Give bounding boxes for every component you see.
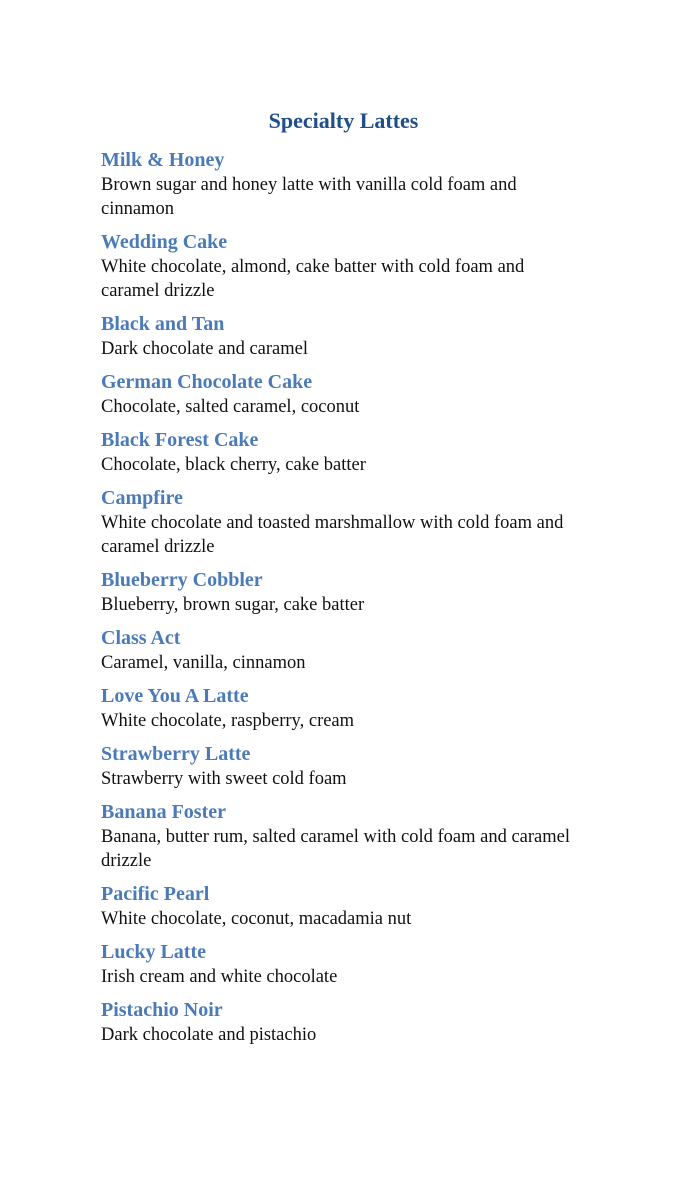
list-item <box>101 428 581 477</box>
list-item <box>101 882 581 931</box>
list-item <box>101 626 581 675</box>
item-description: Blueberry, brown sugar, cake batter <box>101 595 365 615</box>
list-item <box>101 742 581 791</box>
item-description: Caramel, vanilla, cinnamon <box>101 653 306 673</box>
item-name: Love You A Latte <box>101 685 249 707</box>
item-name: Milk & Honey <box>101 149 225 171</box>
list-item <box>101 148 581 221</box>
item-name: Class Act <box>101 627 181 649</box>
item-name: Pistachio Noir <box>101 999 223 1021</box>
item-description: White chocolate, coconut, macadamia nut <box>101 909 412 929</box>
item-name: Black and Tan <box>101 313 225 335</box>
list-item <box>101 940 581 989</box>
list-item <box>101 684 581 733</box>
item-name: German Chocolate Cake <box>101 371 313 393</box>
list-item <box>101 230 581 303</box>
item-description: Brown sugar and honey latte with vanilla cold foam and cinnamon <box>101 175 517 219</box>
item-description: White chocolate, raspberry, cream <box>101 711 355 731</box>
list-item <box>101 800 581 873</box>
item-name: Blueberry Cobbler <box>101 569 263 591</box>
item-description: Banana, butter rum, salted caramel with cold foam and caramel drizzle <box>101 827 570 871</box>
list-item <box>101 568 581 617</box>
list-item <box>101 998 581 1047</box>
item-description: Irish cream and white chocolate <box>101 967 338 987</box>
item-description: Dark chocolate and pistachio <box>101 1025 317 1045</box>
item-name: Strawberry Latte <box>101 743 251 765</box>
item-name: Banana Foster <box>101 801 226 823</box>
item-name: Wedding Cake <box>101 231 228 253</box>
item-name: Lucky Latte <box>101 941 206 963</box>
list-item <box>101 370 581 419</box>
page-title: Specialty Lattes <box>268 108 419 133</box>
item-name: Pacific Pearl <box>101 883 210 905</box>
item-description: Chocolate, salted caramel, coconut <box>101 397 360 417</box>
list-item <box>101 312 581 361</box>
list-item <box>101 486 581 559</box>
menu-list <box>101 148 581 1056</box>
item-description: Chocolate, black cherry, cake batter <box>101 455 366 475</box>
item-name: Campfire <box>101 487 183 509</box>
item-description: White chocolate, almond, cake batter with cold foam and caramel drizzle <box>101 257 525 301</box>
item-description: Strawberry with sweet cold foam <box>101 769 347 789</box>
item-name: Black Forest Cake <box>101 429 259 451</box>
item-description: White chocolate and toasted marshmallow with cold foam and caramel drizzle <box>101 513 564 557</box>
item-description: Dark chocolate and caramel <box>101 339 308 359</box>
